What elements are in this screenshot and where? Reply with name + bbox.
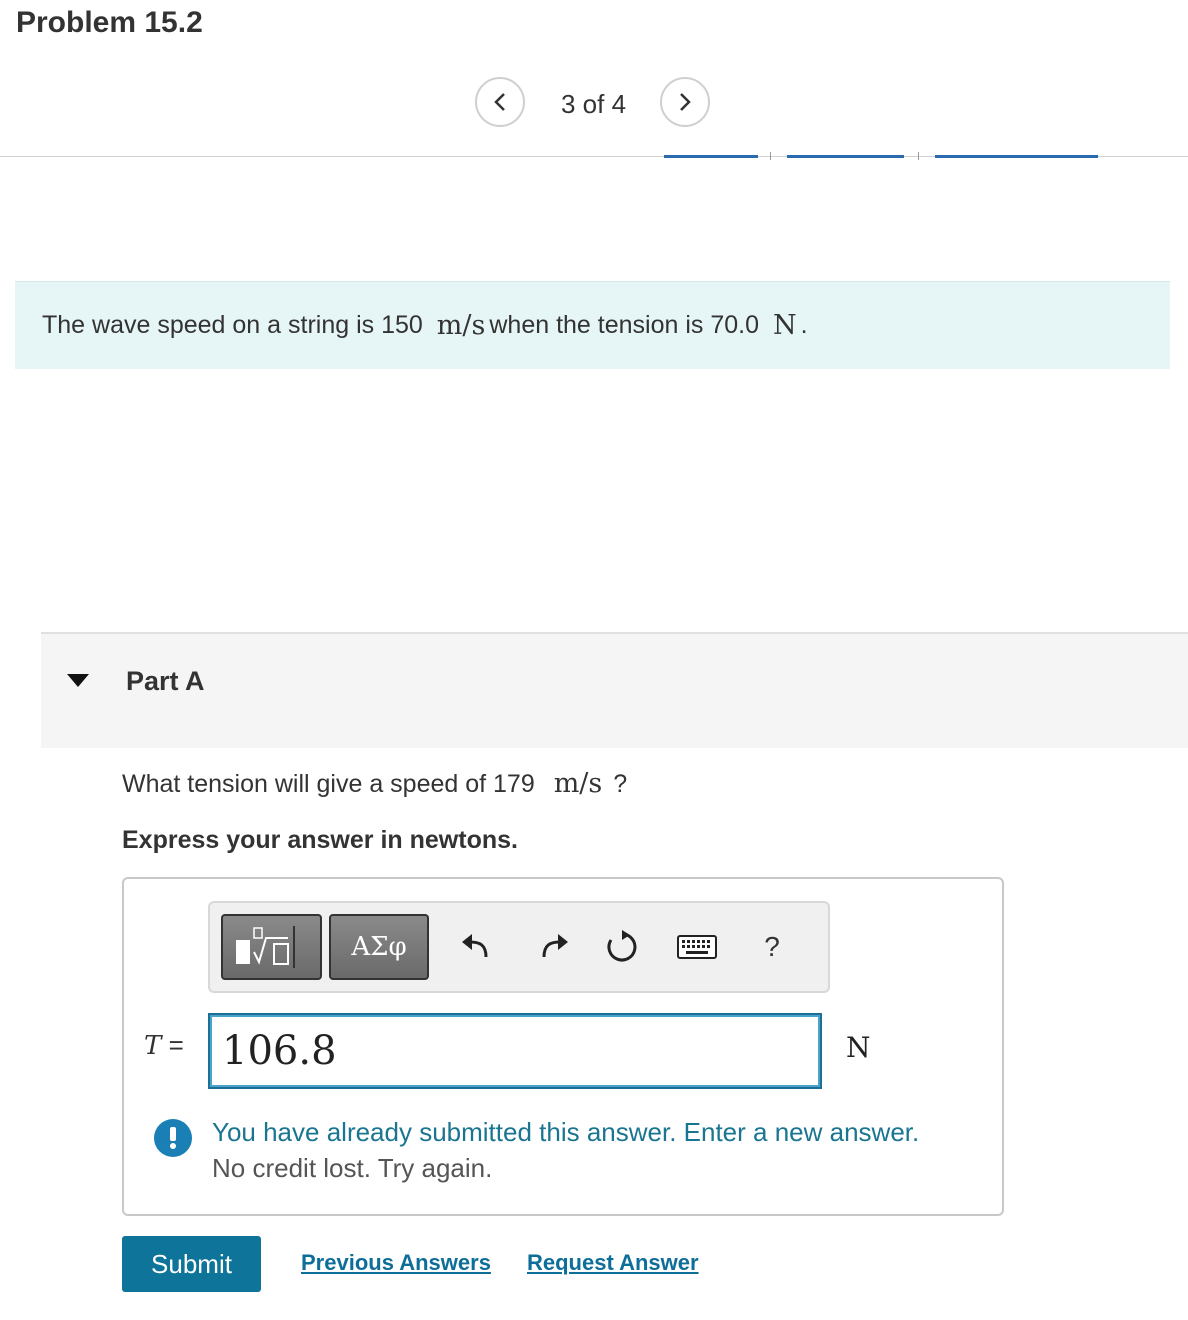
progress-segment	[787, 155, 904, 158]
math-toolbar	[208, 901, 830, 993]
next-problem-button[interactable]	[660, 77, 710, 127]
help-button[interactable]: ?	[764, 931, 780, 962]
alert-icon	[154, 1119, 192, 1157]
feedback-message: You have already submitted this answer. Enter a new answer.	[212, 1117, 920, 1147]
intro-text: when the tension is 70.0	[489, 311, 759, 339]
answer-panel	[122, 877, 1004, 1216]
templates-icon	[232, 924, 312, 970]
problem-pager	[475, 77, 715, 129]
feedback-submessage: No credit lost. Try again.	[212, 1153, 493, 1183]
progress-tick	[918, 152, 919, 160]
keyboard-button[interactable]	[676, 927, 718, 967]
intro-text: The wave speed on a string is 150	[42, 311, 423, 339]
question-unit: m/s	[553, 768, 603, 799]
undo-icon	[460, 931, 492, 963]
redo-icon	[538, 931, 570, 963]
answer-variable-label: T =	[144, 1030, 184, 1061]
redo-button[interactable]	[534, 927, 574, 967]
chevron-right-icon	[677, 91, 693, 113]
answer-unit: N	[846, 1031, 871, 1064]
undo-button[interactable]	[456, 927, 496, 967]
problem-intro	[15, 281, 1170, 369]
progress-segment	[935, 155, 1098, 158]
chevron-left-icon	[492, 91, 508, 113]
progress-segment	[664, 155, 758, 158]
previous-answers-link[interactable]: Previous Answers	[301, 1250, 491, 1275]
part-label: Part A	[126, 666, 205, 696]
greek-symbols-button[interactable]: ΑΣφ	[329, 914, 429, 980]
reset-button[interactable]	[602, 927, 642, 967]
part-a-header[interactable]	[41, 632, 1188, 748]
progress-tick	[770, 152, 771, 160]
submit-button[interactable]: Submit	[122, 1236, 261, 1292]
request-answer-link[interactable]: Request Answer	[527, 1250, 699, 1275]
problem-title: Problem 15.2	[16, 6, 203, 39]
answer-instruction: Express your answer in newtons.	[122, 826, 518, 854]
force-unit: N	[773, 310, 797, 341]
answer-input[interactable]	[208, 1013, 822, 1089]
reset-icon	[605, 930, 639, 964]
keyboard-icon	[677, 935, 717, 959]
templates-button[interactable]	[221, 914, 322, 980]
previous-problem-button[interactable]	[475, 77, 525, 127]
question-text: What tension will give a speed of 179 m/s ?	[122, 768, 628, 799]
intro-period: .	[800, 311, 808, 339]
pager-position: 3 of 4	[561, 89, 627, 119]
speed-unit: m/s	[436, 310, 486, 341]
collapse-triangle-icon[interactable]	[67, 674, 89, 687]
